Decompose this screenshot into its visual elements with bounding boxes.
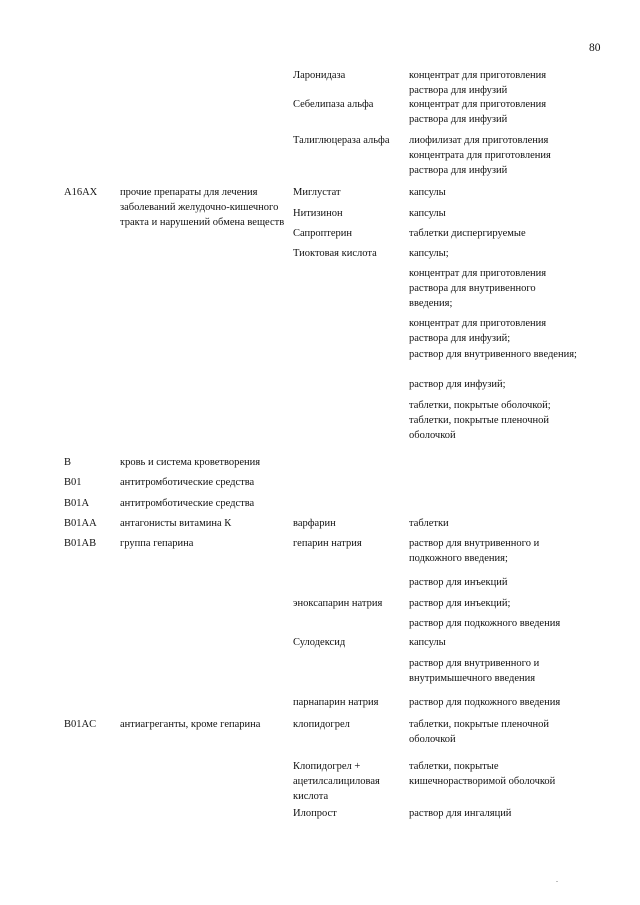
drug-name: Сулодексид xyxy=(293,637,346,648)
drug-name: варфарин xyxy=(293,518,336,529)
group-name: кровь и система кроветворения xyxy=(120,457,261,468)
atc-code: B01AA xyxy=(64,518,97,529)
dosage-form: раствор для подкожного введения xyxy=(409,618,561,629)
atc-code: B01A xyxy=(64,498,90,509)
dosage-form: концентрат для приготовления раствора для инфузий xyxy=(409,99,547,125)
atc-code: B01AB xyxy=(64,538,97,549)
group-name: прочие препараты для лечения заболеваний желудочно-кишечного тракта и нарушений обмена веществ xyxy=(120,187,285,228)
dosage-form: концентрат для приготовления раствора для инфузий xyxy=(409,70,547,96)
drug-name: эноксапарин натрия xyxy=(293,598,383,609)
group-name: антитромботические средства xyxy=(120,477,255,488)
dosage-form: раствор для ингаляций xyxy=(409,808,512,819)
atc-code: B01 xyxy=(64,477,82,488)
dosage-form: капсулы xyxy=(409,637,446,648)
drug-name: Сапроптерин xyxy=(293,228,353,239)
atc-code: B xyxy=(64,457,72,468)
group-name: антитромботические средства xyxy=(120,498,255,509)
drug-name: Тиоктовая кислота xyxy=(293,248,377,259)
drug-name: Себелипаза альфа xyxy=(293,99,374,110)
drug-name: Миглустат xyxy=(293,187,341,198)
group-name: антиагреганты, кроме гепарина xyxy=(120,719,261,730)
drug-name: Талиглюцераза альфа xyxy=(293,135,390,146)
dosage-form: таблетки, покрытые оболочкой; xyxy=(409,400,551,411)
group-name: антагонисты витамина К xyxy=(120,518,232,529)
page-number: 80 xyxy=(589,42,601,54)
dosage-form: лиофилизат для приготовления концентрата для приготовления раствора для инфузий xyxy=(409,135,551,176)
drug-name: Ларонидаза xyxy=(293,70,346,81)
dosage-form: раствор для внутривенного введения; xyxy=(409,349,577,360)
drug-name: Клопидогрел + ацетилсалициловая кислота xyxy=(293,761,380,802)
dosage-form: концентрат для приготовления раствора для внутривенного введения; xyxy=(409,268,547,309)
dosage-form: раствор для подкожного введения xyxy=(409,697,561,708)
dosage-form: капсулы; xyxy=(409,248,449,259)
drug-name: Нитизинон xyxy=(293,208,343,219)
dosage-form: капсулы xyxy=(409,208,446,219)
dosage-form: таблетки xyxy=(409,518,449,529)
drug-name: гепарин натрия xyxy=(293,538,362,549)
footer-mark: . xyxy=(556,875,558,884)
atc-code: B01AC xyxy=(64,719,97,730)
dosage-form: раствор для инъекций xyxy=(409,577,508,588)
dosage-form: раствор для инъекций; xyxy=(409,598,511,609)
dosage-form: капсулы xyxy=(409,187,446,198)
drug-name: парнапарин натрия xyxy=(293,697,379,708)
dosage-form: таблетки, покрытые пленочной оболочкой xyxy=(409,719,550,745)
dosage-form: таблетки, покрытые пленочной оболочкой xyxy=(409,415,550,441)
drug-name: клопидогрел xyxy=(293,719,350,730)
dosage-form: таблетки, покрытые кишечнорастворимой оболочкой xyxy=(409,761,556,787)
dosage-form: концентрат для приготовления раствора для инфузий; xyxy=(409,318,547,344)
dosage-form: раствор для внутривенного и внутримышечного введения xyxy=(409,658,540,684)
dosage-form: таблетки диспергируемые xyxy=(409,228,526,239)
atc-code: A16AX xyxy=(64,187,98,198)
dosage-form: раствор для внутривенного и подкожного введения; xyxy=(409,538,540,564)
drug-name: Илопрост xyxy=(293,808,337,819)
group-name: группа гепарина xyxy=(120,538,194,549)
dosage-form: раствор для инфузий; xyxy=(409,379,506,390)
